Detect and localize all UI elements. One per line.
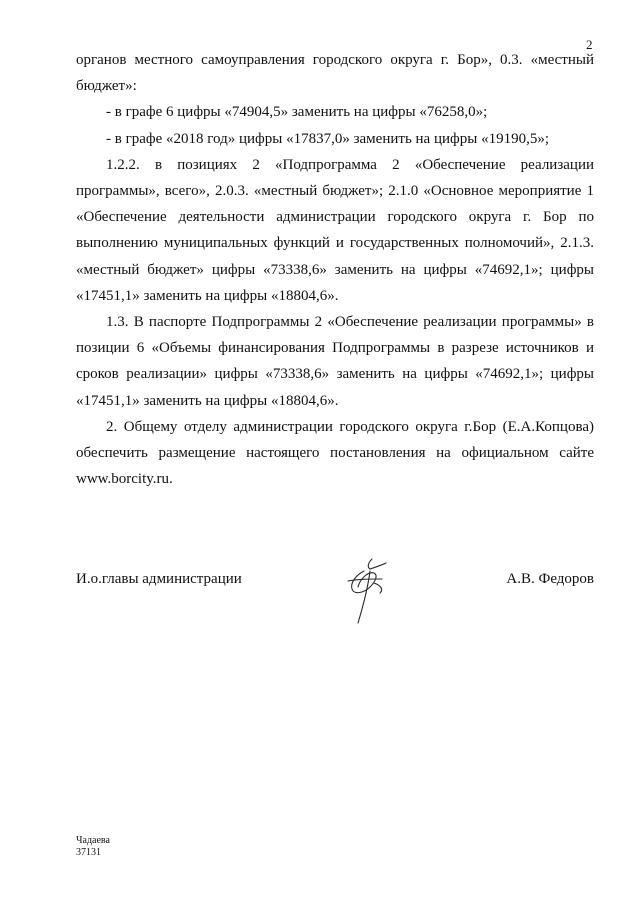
- executor-phone: 37131: [76, 847, 101, 858]
- paragraph-6: 2. Общему отделу администрации городского округа г.Бор (Е.А.Копцова) обеспечить размещение настоящего постановления на официальном сайте www.borcity.ru.: [76, 418, 594, 488]
- executor-surname: Чадаева: [76, 835, 110, 846]
- page-number: 2: [586, 37, 593, 52]
- paragraph-1: органов местного самоуправления городского округа г. Бор», 0.3. «местный бюджет»:: [76, 52, 594, 95]
- paragraph-3: - в графе «2018 год» цифры «17837,0» заменить на цифры «19190,5»;: [106, 130, 549, 147]
- paragraph-4: 1.2.2. в позициях 2 «Подпрограмма 2 «Обеспечение реализации программы», всего», 2.0.3. «местный бюджет»; 2.1.0 «Основное мероприятие 1 «Обеспечение деятельности администрации городского округа г. Бор по выполнению муниципальных функций и государственных полномочий», 2.1.3. «местный бюджет» цифры «73338,6» заменить на цифры «74692,1»; цифры «17451,1» заменить на цифры «18804,6».: [76, 156, 594, 304]
- signer-name: А.В. Федоров: [506, 571, 594, 587]
- executor-info: [76, 835, 110, 859]
- paragraph-5: 1.3. В паспорте Подпрограммы 2 «Обеспечение реализации программы» в позиции 6 «Объемы финансирования Подпрограммы в разрезе источников и сроков реализации» цифры «73338,6» заменить на цифры «74692,1»; цифры «17451,1» заменить на цифры «18804,6».: [76, 314, 594, 409]
- signer-position: И.о.главы администрации: [76, 571, 242, 587]
- signature-block: [76, 571, 594, 631]
- document-body: [76, 47, 594, 492]
- paragraph-2: - в графе 6 цифры «74904,5» заменить на цифры «76258,0»;: [106, 104, 488, 121]
- handwritten-signature-icon: [334, 557, 404, 627]
